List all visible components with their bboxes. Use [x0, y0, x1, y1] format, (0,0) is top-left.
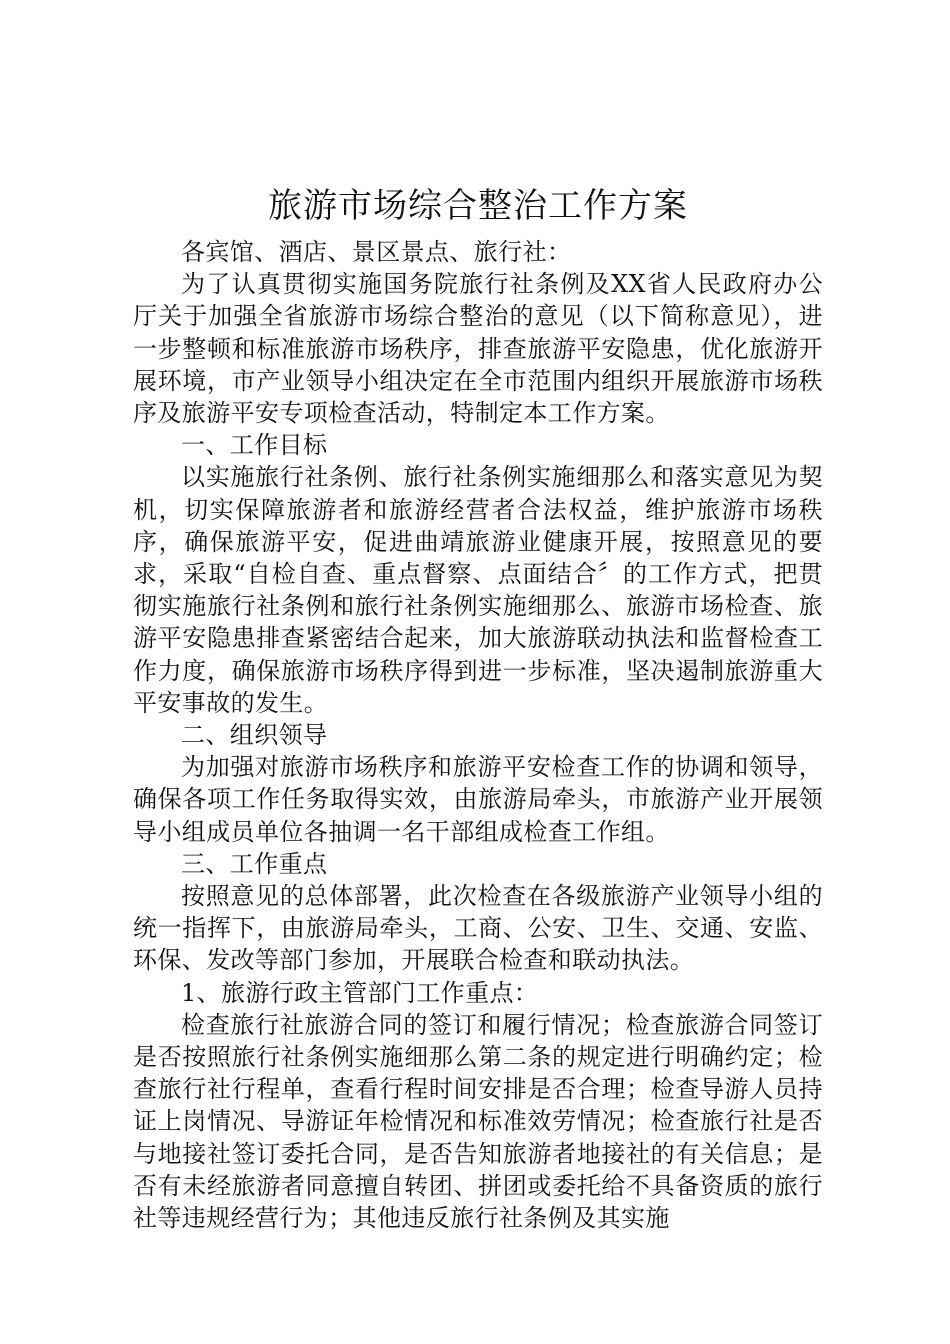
- subsection-body-tourism-dept: 检查旅行社旅游合同的签订和履行情况；检查旅游合同签订是否按照旅行社条例实施细那么第二条的规定进行明确约定；检查旅行社行程单，查看行程时间安排是否合理；检查导游人员持证上岗情况、导游证年检情况和标准效劳情况；检查旅行社是否与地接社签订委托合同，是否告知旅游者地接社的有关信息；是否有未经旅游者同意擅自转团、拼团或委托给不具备资质的旅行社等违规经营行为；其他违反旅行社条例及其实施: [133, 1010, 823, 1233]
- section-heading-focus: 三、工作重点: [181, 849, 328, 878]
- section-body-focus: 按照意见的总体部署，此次检查在各级旅游产业领导小组的统一指挥下，由旅游局牵头，工商、公安、卫生、交通、安监、环保、发改等部门参加，开展联合检查和联动执法。: [133, 882, 823, 975]
- section-heading-organization: 二、组织领导: [181, 721, 328, 750]
- salutation: 各宾馆、酒店、景区景点、旅行社：: [181, 238, 572, 266]
- section-heading-goals: 一、工作目标: [181, 431, 328, 460]
- subsection-heading-tourism-dept: 1、旅游行政主管部门工作重点：: [181, 978, 539, 1007]
- section-body-goals: 以实施旅行社条例、旅行社条例实施细那么和落实意见为契机，切实保障旅游者和旅游经营者合法权益，维护旅游市场秩序，确保旅游平安，促进曲靖旅游业健康开展，按照意见的要求，采取“自检自查、重点督察、点面结合〞的工作方式，把贯彻实施旅行社条例和旅行社条例实施细那么、旅游市场检查、旅游平安隐患排查紧密结合起来，加大旅游联动执法和监督检查工作力度，确保旅游市场秩序得到进一步标准，坚决遏制旅游重大平安事故的发生。: [133, 463, 823, 717]
- section-body-organization: 为加强对旅游市场秩序和旅游平安检查工作的协调和领导，确保各项工作任务取得实效，由旅游局牵头，市旅游产业开展领导小组成员单位各抽调一名干部组成检查工作组。: [133, 753, 823, 846]
- document-page: [133, 178, 823, 1234]
- intro-paragraph: 为了认真贯彻实施国务院旅行社条例及XX省人民政府办公厅关于加强全省旅游市场综合整治的意见（以下简称意见），进一步整顿和标准旅游市场秩序，排查旅游平安隐患，优化旅游开展环境，市产业领导小组决定在全市范围内组织开展旅游市场秩序及旅游平安专项检查活动，特制定本工作方案。: [133, 270, 823, 428]
- document-title: 旅游市场综合整治工作方案: [268, 186, 688, 226]
